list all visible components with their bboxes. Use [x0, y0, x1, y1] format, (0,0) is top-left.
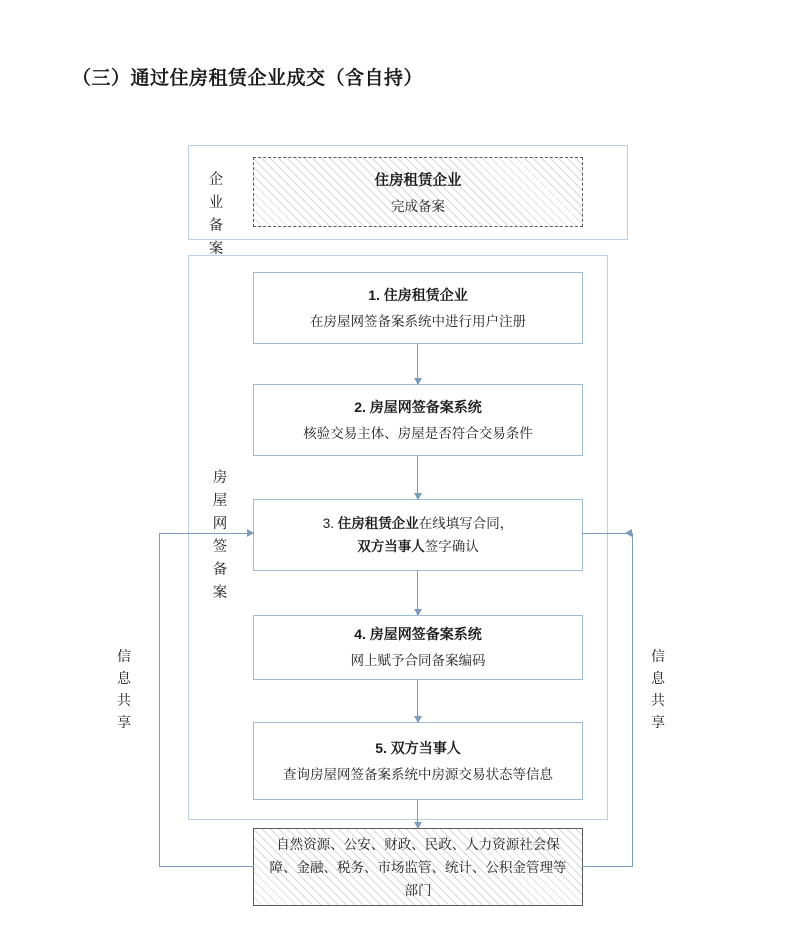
step-4-desc: 网上赋予合同备案编码	[350, 653, 486, 668]
side-label-char: 案	[212, 585, 228, 601]
departments-text: 自然资源、公安、财政、民政、人力资源社会保障、金融、税务、市场监管、统计、公积金管理等部门	[269, 836, 567, 898]
step-3-bold-1: 住房租赁企业	[337, 516, 419, 531]
departments-box	[253, 828, 583, 906]
filing-box-desc: 完成备案	[391, 199, 445, 214]
connector-step2-step3	[417, 456, 418, 499]
step-2-number: 2.	[354, 398, 366, 415]
step-1-number: 1.	[368, 286, 380, 303]
left-share-bottom-line	[159, 866, 254, 867]
step-3-bold-2: 双方当事人	[357, 539, 425, 554]
right-share-arrow-icon	[625, 529, 632, 537]
page-title: （三）通过住房租赁企业成交（含自持）	[72, 68, 424, 89]
step-5-title-text: 双方当事人	[390, 739, 461, 756]
right-share-vertical-line	[632, 533, 633, 866]
left-share-vertical-line	[159, 533, 160, 866]
online-signing-side-label	[208, 467, 232, 605]
step-box-4	[253, 615, 583, 680]
right-share-bottom-line	[582, 866, 633, 867]
step-4-title-text: 房屋网签备案系统	[369, 626, 482, 642]
share-char: 享	[651, 714, 665, 730]
enterprise-filing-box	[253, 157, 583, 227]
step-3-line-2	[357, 535, 479, 558]
step-4-number: 4.	[354, 626, 366, 642]
step-5-desc: 查询房屋网签备案系统中房源交易状态等信息	[283, 766, 553, 782]
side-label-char: 备	[212, 562, 228, 578]
step-5-number: 5.	[375, 739, 387, 756]
share-char: 享	[117, 714, 131, 730]
side-label-line: 企业	[208, 172, 224, 211]
step-2-title-text: 房屋网签备案系统	[369, 398, 482, 415]
side-label-char: 网	[212, 516, 228, 532]
step-2-desc: 核验交易主体、房屋是否符合交易条件	[303, 425, 533, 441]
share-char: 息	[117, 670, 131, 686]
side-label-char: 屋	[212, 493, 228, 509]
side-label-line: 备案	[208, 218, 224, 257]
step-3-rest-2: 签字确认	[424, 539, 479, 554]
step-5-title	[375, 738, 461, 758]
connector-step4-step5	[417, 680, 418, 722]
step-box-1	[253, 272, 583, 344]
step-1-title	[368, 285, 468, 305]
step-3-line-1	[323, 512, 514, 535]
step-3-number: 3.	[322, 516, 338, 531]
step-1-desc: 在房屋网签备案系统中进行用户注册	[310, 313, 526, 329]
connector-step1-step2	[417, 344, 418, 384]
share-char: 共	[117, 692, 131, 708]
share-char: 信	[117, 648, 131, 664]
share-char: 共	[651, 692, 665, 708]
connector-step5-departments	[417, 800, 418, 828]
step-4-title	[354, 624, 482, 644]
left-share-label	[114, 645, 134, 733]
share-char: 息	[651, 670, 665, 686]
connector-step3-step4	[417, 571, 418, 615]
step-2-title	[354, 397, 482, 417]
left-share-top-line	[159, 533, 254, 534]
step-box-5	[253, 722, 583, 800]
enterprise-filing-side-label	[204, 169, 228, 261]
step-box-3	[253, 499, 583, 571]
side-label-char: 签	[212, 539, 228, 555]
left-share-arrow-icon	[247, 529, 254, 537]
filing-box-title: 住房租赁企业	[374, 173, 462, 189]
step-box-2	[253, 384, 583, 456]
side-label-char: 房	[212, 470, 228, 486]
step-3-rest-1: 在线填写合同，	[418, 516, 514, 531]
share-char: 信	[651, 648, 665, 664]
right-share-label	[648, 645, 668, 733]
step-1-title-text: 住房租赁企业	[383, 286, 468, 303]
